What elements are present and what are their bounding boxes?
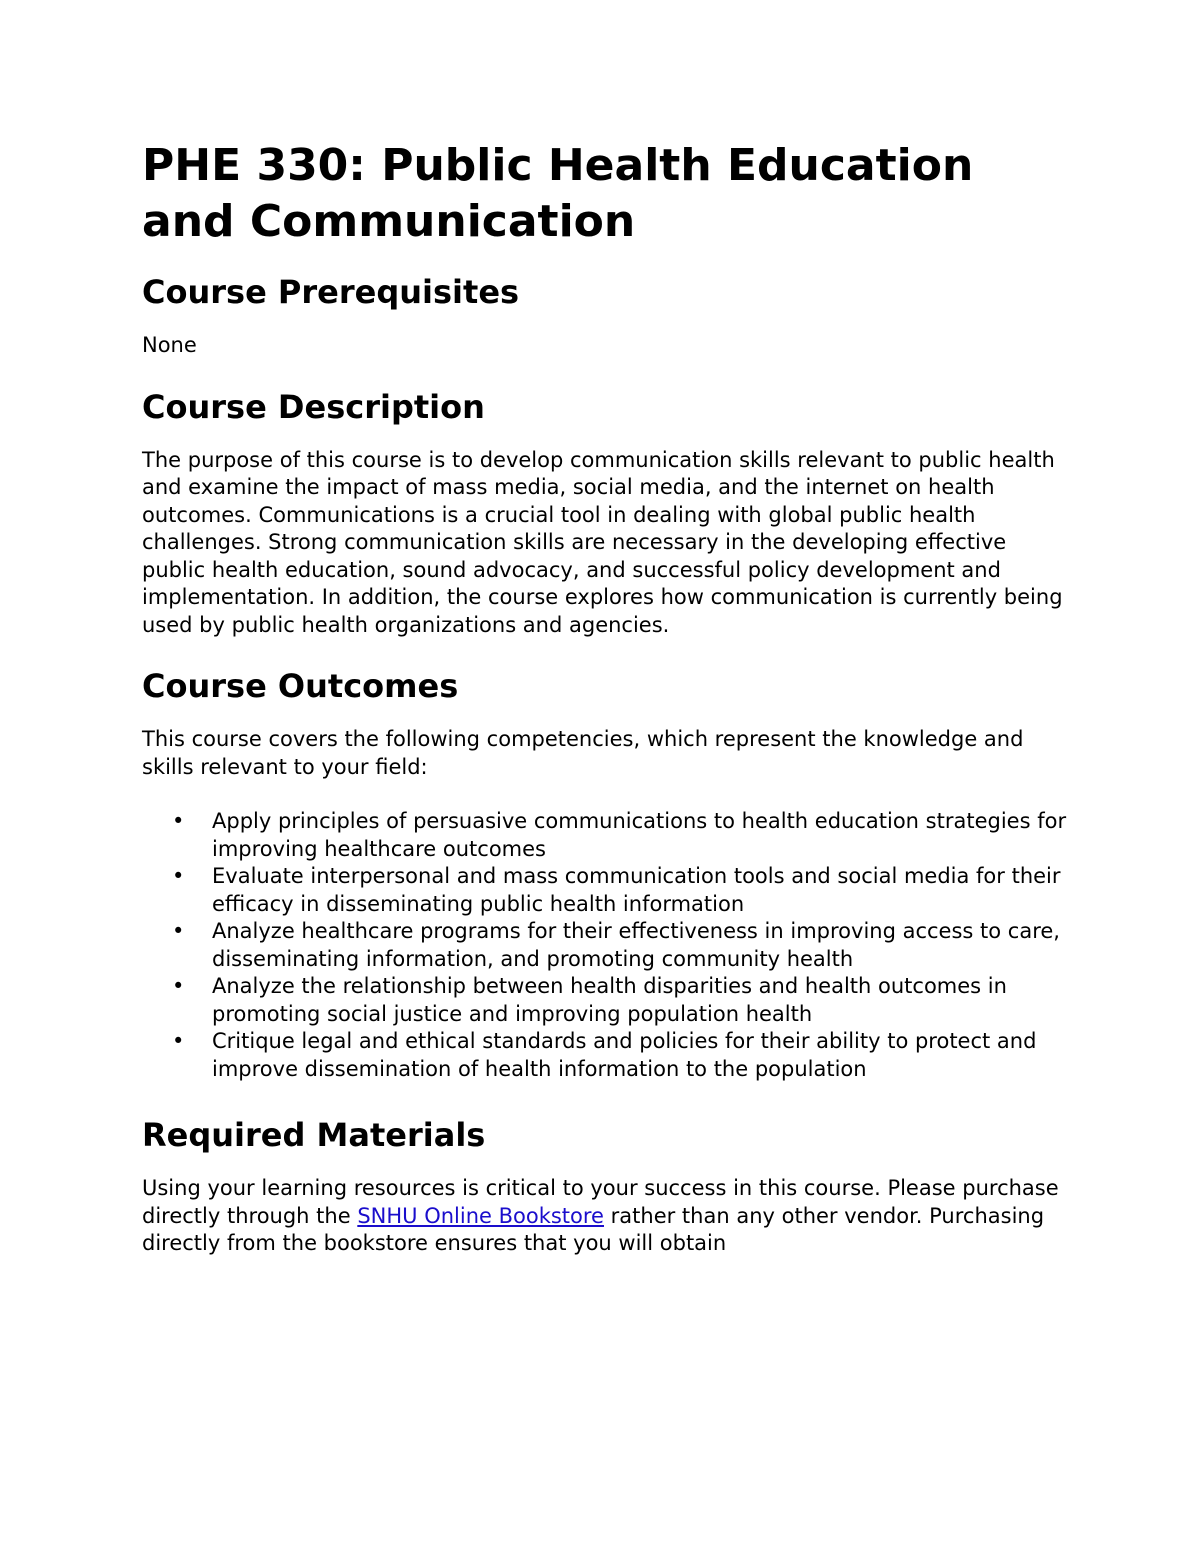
list-item bbox=[142, 863, 1072, 918]
outcomes-heading: Course Outcomes bbox=[142, 667, 459, 705]
materials-text-after: rather than any other vendor. Purchasing directly from the bookstore ensures that you will obtain bbox=[142, 1203, 1045, 1255]
materials-text bbox=[142, 1175, 1072, 1258]
bullet-icon: • bbox=[172, 864, 185, 888]
description-heading: Course Description bbox=[142, 387, 485, 426]
list-item-text: Evaluate interpersonal and mass communication tools and social media for their efficacy in disseminating public health information bbox=[212, 864, 1061, 916]
document-page bbox=[142, 138, 1072, 1285]
bookstore-link[interactable]: SNHU Online Bookstore bbox=[357, 1203, 604, 1228]
list-item bbox=[142, 1028, 1072, 1083]
list-item bbox=[142, 973, 1072, 1028]
list-item-text: Analyze the relationship between health disparities and health outcomes in promoting social justice and improving population health bbox=[212, 974, 1007, 1026]
bullet-icon: • bbox=[172, 809, 185, 833]
materials-text-before: Using your learning resources is critical to your success in this course. Please purchase directly through the bbox=[142, 1176, 1059, 1228]
list-item-text: Apply principles of persuasive communications to health education strategies for improving healthcare outcomes bbox=[212, 809, 1067, 861]
bullet-icon: • bbox=[172, 1029, 185, 1053]
prerequisites-heading: Course Prerequisites bbox=[142, 273, 520, 311]
prerequisites-text: None bbox=[142, 333, 197, 357]
list-item bbox=[142, 918, 1072, 973]
materials-heading: Required Materials bbox=[142, 1116, 486, 1154]
list-item-text: Analyze healthcare programs for their effectiveness in improving access to care, disseminating information, and promoting community health bbox=[212, 919, 1060, 971]
description-text: The purpose of this course is to develop communication skills relevant to public health and examine the impact of mass media, social media, and the internet on health outcomes. Communications is a crucial tool in dealing with global public health challenges. Strong communication skills are necessary in the developing effective public health education, sound advocacy, and successful policy development and implementation. In addition, the course explores how communication is currently being used by public health organizations and agencies. bbox=[142, 447, 1063, 637]
bullet-icon: • bbox=[172, 974, 185, 998]
bullet-icon: • bbox=[172, 919, 185, 943]
outcomes-intro: This course covers the following competencies, which represent the knowledge and skills relevant to your field: bbox=[142, 727, 1024, 779]
outcomes-list bbox=[142, 808, 1072, 1083]
page-title: PHE 330: Public Health Education and Communication bbox=[142, 140, 974, 247]
list-item-text: Critique legal and ethical standards and policies for their ability to protect and improve dissemination of health information to the population bbox=[212, 1029, 1037, 1081]
list-item bbox=[142, 808, 1072, 863]
